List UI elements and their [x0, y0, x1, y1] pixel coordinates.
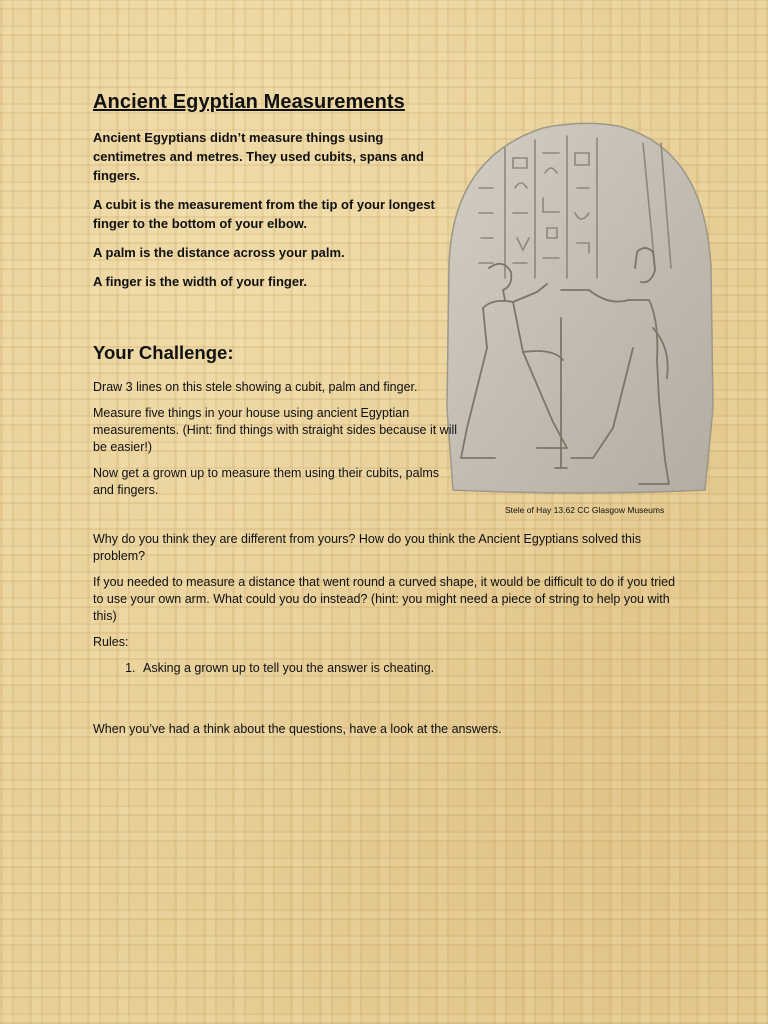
- intro-section: [93, 128, 443, 301]
- stele-image: [443, 118, 715, 496]
- challenge-step: Draw 3 lines on this stele showing a cubit, palm and finger.: [93, 380, 418, 394]
- closing-paragraph: When you’ve had a think about the questions, have a look at the answers.: [93, 722, 502, 736]
- challenge-step: Now get a grown up to measure them using their cubits, palms and fingers.: [93, 466, 440, 497]
- finger-definition: A finger is the width of your finger.: [93, 274, 308, 289]
- palm-definition: A palm is the distance across your palm.: [93, 245, 345, 260]
- page-title: Ancient Egyptian Measurements: [93, 91, 405, 113]
- rules-list: [93, 660, 683, 677]
- cubit-definition: A cubit is the measurement from the tip of your longest finger to the bottom of your elbow.: [93, 197, 435, 231]
- challenge-step: Measure five things in your house using ancient Egyptian measurements. (Hint: find things with straight sides because it will be easier!): [93, 406, 458, 454]
- rules-label: Rules:: [93, 635, 129, 649]
- challenge-section: [93, 379, 463, 508]
- intro-paragraph: Ancient Egyptians didn’t measure things using centimetres and metres. They used cubits, spans and fingers.: [93, 130, 424, 183]
- rule-item: 1. Asking a grown up to tell you the answer is cheating.: [139, 660, 683, 677]
- question-paragraph: Why do you think they are different from yours? How do you think the Ancient Egyptians solved this problem?: [93, 532, 641, 563]
- image-caption: Stele of Hay 13.62 CC Glasgow Museums: [505, 505, 665, 515]
- question-paragraph: If you needed to measure a distance that went round a curved shape, it would be difficult to do if you tried to use your own arm. What could you do instead? (hint: you might need a piece of string to help you with this): [93, 575, 676, 623]
- questions-section: [93, 531, 683, 677]
- challenge-heading: Your Challenge:: [93, 342, 234, 363]
